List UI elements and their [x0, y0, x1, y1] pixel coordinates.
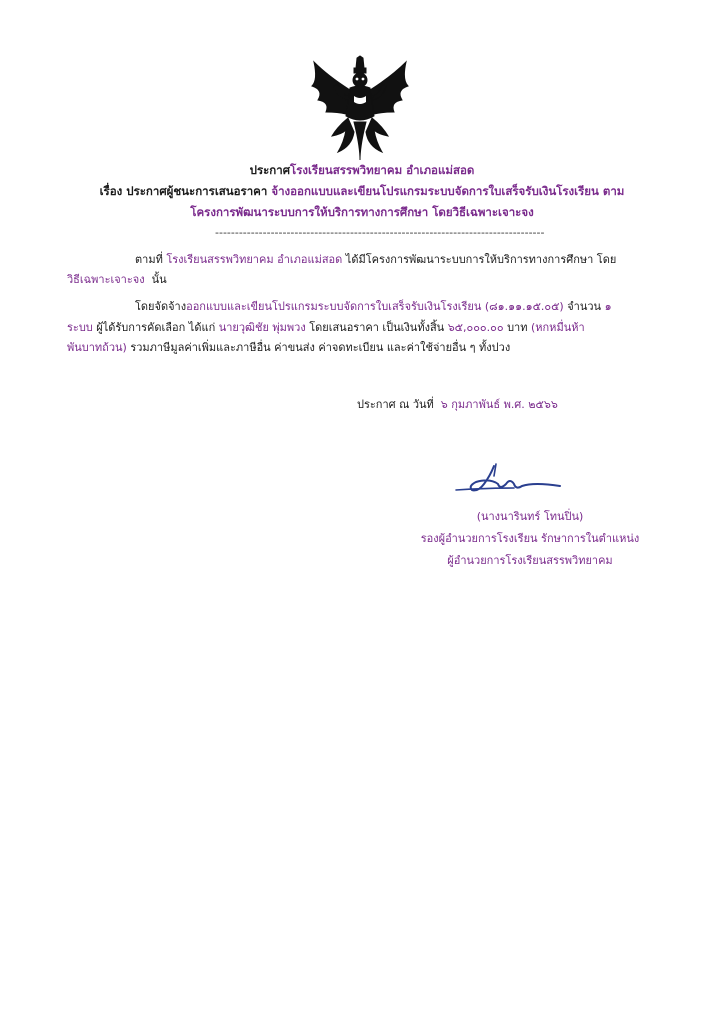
paragraph-2-line-3	[67, 338, 510, 359]
announcement-date	[357, 395, 558, 413]
p2-unit: ระบบ	[67, 320, 93, 334]
title-line-2	[40, 181, 684, 202]
dated-value: ๖ กุมภาพันธ์ พ.ศ. ๒๕๖๖	[440, 398, 558, 411]
p1-suffix: นั้น	[151, 273, 167, 286]
p2-qty-label: จำนวน	[567, 300, 602, 313]
p2-qty: ๑	[604, 300, 612, 313]
signatory-position-2: ผู้อำนวยการโรงเรียนสรรพวิทยาคม	[447, 554, 613, 567]
p1-method: วิธีเฉพาะเจาะจง	[67, 273, 145, 286]
subject-project-1: จ้างออกแบบและเขียนโปรแกรมระบบจัดการใบเสร็จรับเงินโรงเรียน ตาม	[271, 184, 625, 198]
p2-price: ๖๕,๐๐๐.๐๐	[447, 320, 504, 334]
p2-prefix: โดยจัดจ้าง	[135, 300, 187, 313]
p2-winner: นายวุฒิชัย พุ่มพวง	[218, 320, 306, 334]
p2-currency: บาท	[507, 320, 528, 334]
garuda-emblem-icon	[308, 56, 412, 162]
p2-price-label: โดยเสนอราคา เป็นเงินทั้งสิ้น	[309, 320, 445, 334]
subject-text: ประกาศผู้ชนะการเสนอราคา	[126, 184, 268, 198]
p1-prefix: ตามที่	[135, 253, 163, 266]
p2-tax-note: รวมภาษีมูลค่าเพิ่มและภาษีอื่น ค่าขนส่ง ค่าจดทะเบียน และค่าใช้จ่ายอื่น ๆ ทั้งปวง	[130, 341, 511, 354]
dated-label: ประกาศ ณ วันที่	[357, 398, 434, 411]
paragraph-1-line-1	[135, 250, 616, 271]
subject-project-2: โครงการพัฒนาระบบการให้บริการทางการศึกษา โดยวิธีเฉพาะเจาะจง	[190, 205, 534, 219]
signatory-block	[360, 506, 700, 572]
announcement-title	[40, 160, 684, 223]
paragraph-2-line-2	[67, 318, 585, 339]
p1-school: โรงเรียนสรรพวิทยาคม อำเภอแม่สอด	[166, 253, 343, 266]
paragraph-2-line-1	[135, 297, 612, 318]
p2-price-words-2: พันบาทถ้วน)	[67, 341, 127, 354]
p2-price-words-1: (หกหมื่นห้า	[530, 320, 585, 334]
signatory-position-1: รองผู้อำนวยการโรงเรียน รักษาการในตำแหน่ง	[420, 532, 640, 545]
signatory-name: (นางนารินทร์ โทนปิ่น)	[476, 510, 584, 523]
p2-project: ออกแบบและเขียนโปรแกรมระบบจัดการใบเสร็จรับเงินโรงเรียน (๘๑.๑๑.๑๕.๐๕)	[186, 300, 564, 313]
handwritten-signature	[454, 462, 564, 498]
title-line-1	[40, 160, 684, 181]
school-name: โรงเรียนสรรพวิทยาคม อำเภอแม่สอด	[290, 163, 475, 177]
p1-rest: ได้มีโครงการพัฒนาระบบการให้บริการทางการศึกษา โดย	[345, 253, 617, 266]
divider-line: -----------------------------------------------------------------------------------	[215, 226, 545, 239]
paragraph-1-line-2	[67, 270, 167, 291]
subject-label: เรื่อง	[99, 184, 123, 198]
announce-prefix: ประกาศ	[249, 163, 291, 177]
p2-winner-label: ผู้ได้รับการคัดเลือก ได้แก่	[96, 320, 216, 334]
